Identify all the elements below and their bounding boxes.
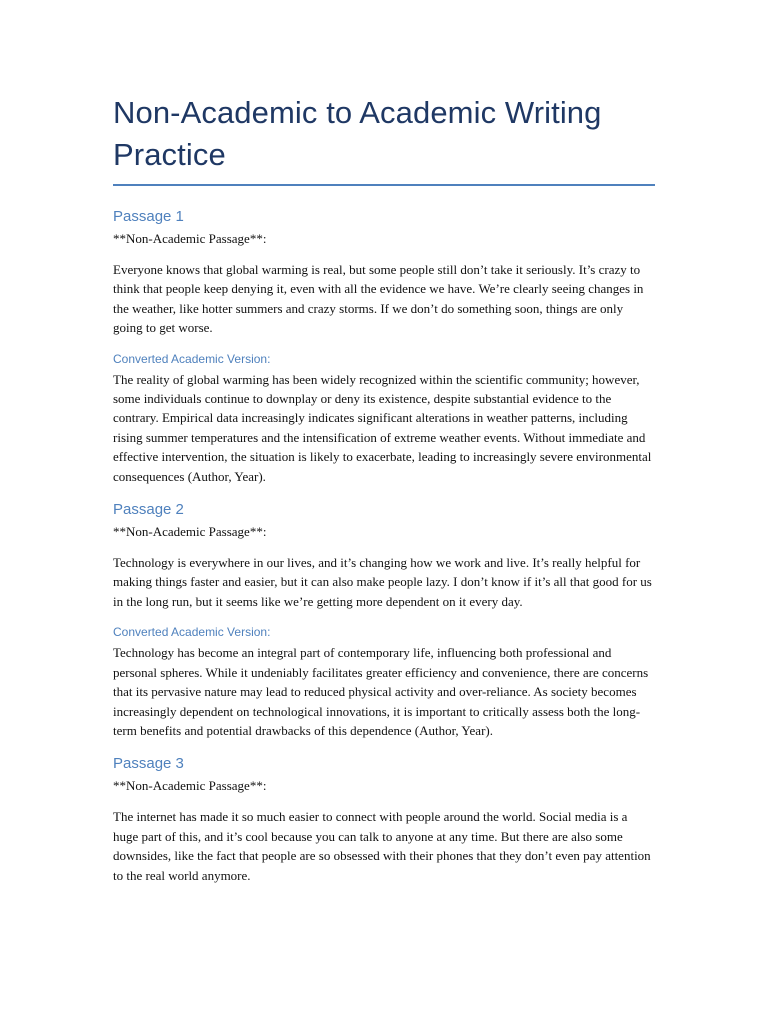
passage-1-section bbox=[113, 207, 655, 486]
title-underline bbox=[113, 184, 655, 186]
passage-2-heading: Passage 2 bbox=[113, 501, 184, 519]
passage-3-heading: Passage 3 bbox=[113, 755, 184, 773]
passage-1-converted-heading: Converted Academic Version: bbox=[113, 351, 271, 366]
passage-3-non-academic-text: The internet has made it so much easier to connect with people around the world. Social media is a huge part of this, and it’s cool because you can talk to anyone at any time. But there are also some downsides, like the fact that people are so obsessed with their phones that they don’t even pay attention to the real world anymore. bbox=[113, 809, 651, 883]
passage-2-non-academic-text: Technology is everywhere in our lives, and it’s changing how we work and live. It’s really helpful for making things faster and easier, but it can also make people lazy. I don’t know if it’s all that good for us in the long run, but it seems like we’re getting more dependent on it every day. bbox=[113, 555, 652, 609]
passage-1-heading: Passage 1 bbox=[113, 208, 184, 225]
passage-1-non-academic-label: **Non-Academic Passage**: bbox=[113, 231, 267, 246]
passage-1-converted-text: The reality of global warming has been widely recognized within the scientific community; however, some individuals continue to downplay or deny its existence, despite substantial evidence to the contrary. Empirical data increasingly indicates significant alterations in weather patterns, including rising summer temperatures and the intensification of extreme weather events. Without immediate and effective intervention, the situation is likely to exacerbate, leading to increasingly severe environmental consequences (Author, Year). bbox=[113, 371, 652, 484]
passage-2-converted-heading: Converted Academic Version: bbox=[113, 625, 271, 640]
passage-2-non-academic-label: **Non-Academic Passage**: bbox=[113, 524, 267, 540]
document-title: Non-Academic to Academic Writing Practice bbox=[113, 95, 602, 172]
passage-3-non-academic-label: **Non-Academic Passage**: bbox=[113, 778, 267, 794]
passage-2-converted-text: Technology has become an integral part of contemporary life, influencing both professional and personal spheres. While it undeniably facilitates greater efficiency and convenience, there are concerns that its pervasive nature may lead to reduced physical activity and over-reliance. As society becomes increasingly dependent on technological innovations, it is important to critically assess both the long-term benefits and potential drawbacks of this dependence (Author, Year). bbox=[113, 645, 649, 738]
passage-3-section bbox=[113, 754, 655, 885]
passage-2-section bbox=[113, 500, 655, 740]
passage-1-non-academic-text: Everyone knows that global warming is real, but some people still don’t take it seriously. It’s crazy to think that people keep denying it, even with all the evidence we have. We’re clearly seeing changes in the weather, like hotter summers and crazy storms. If we don’t do something soon, things are only going to get worse. bbox=[113, 262, 644, 336]
